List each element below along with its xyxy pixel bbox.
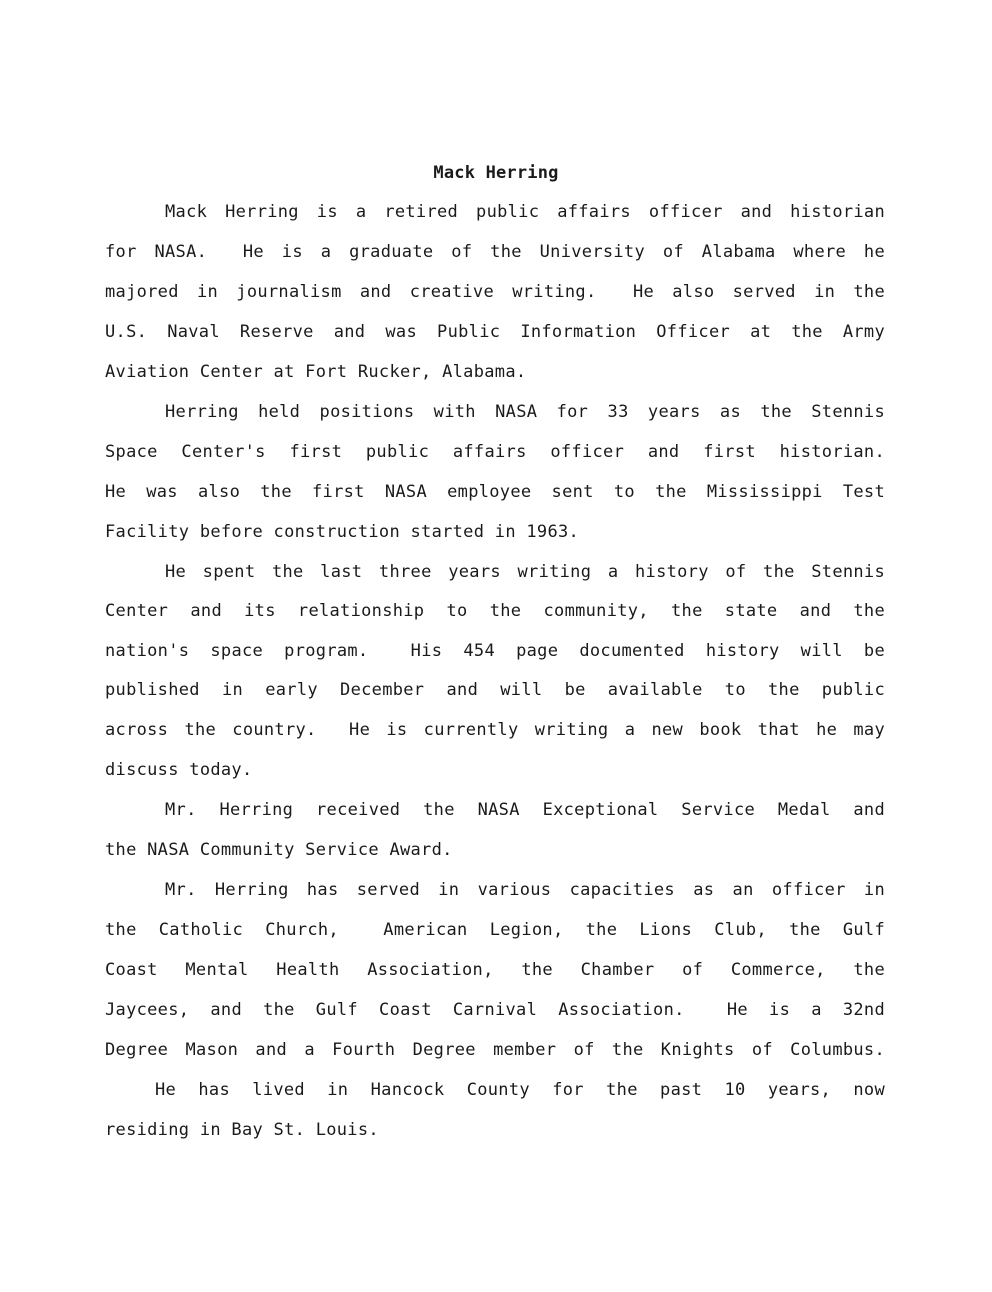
paragraph-2-line-1: Herring held positions with NASA for 33 years as the Stennis: [165, 402, 885, 422]
paragraph-5-line-4: Jaycees, and the Gulf Coast Carnival Association. He is a 32nd: [105, 1000, 885, 1020]
paragraph-3-line-3: nation's space program. His 454 page documented history will be: [105, 641, 885, 661]
paragraph-3-line-5: across the country. He is currently writing a new book that he may: [105, 720, 885, 740]
paragraph-4-line-1: Mr. Herring received the NASA Exceptional Service Medal and: [165, 800, 885, 820]
paragraph-1-line-1: Mack Herring is a retired public affairs officer and historian: [165, 202, 885, 222]
paragraph-5-line-1: Mr. Herring has served in various capacities as an officer in: [165, 880, 885, 900]
document-title: Mack Herring: [433, 163, 559, 183]
paragraph-1-line-4: U.S. Naval Reserve and was Public Information Officer at the Army: [105, 322, 885, 342]
paragraph-5-line-5: Degree Mason and a Fourth Degree member of the Knights of Columbus.: [105, 1040, 885, 1060]
paragraph-1-line-3: majored in journalism and creative writing. He also served in the: [105, 282, 885, 302]
paragraph-1-line-2: for NASA. He is a graduate of the University of Alabama where he: [105, 242, 885, 262]
paragraph-6-line-2: residing in Bay St. Louis.: [105, 1120, 379, 1140]
paragraph-3-line-2: Center and its relationship to the community, the state and the: [105, 601, 885, 621]
paragraph-2-line-2: Space Center's first public affairs officer and first historian.: [105, 442, 885, 462]
paragraph-3-line-6: discuss today.: [105, 760, 253, 780]
paragraph-4-line-2: the NASA Community Service Award.: [105, 840, 453, 860]
paragraph-5-line-2: the Catholic Church, American Legion, the Lions Club, the Gulf: [105, 920, 885, 940]
paragraph-6-line-1: He has lived in Hancock County for the past 10 years, now: [155, 1080, 885, 1100]
paragraph-3-line-1: He spent the last three years writing a history of the Stennis: [165, 562, 885, 582]
paragraph-2-line-3: He was also the first NASA employee sent to the Mississippi Test: [105, 482, 885, 502]
paragraph-1-line-5: Aviation Center at Fort Rucker, Alabama.: [105, 362, 527, 382]
paragraph-3-line-4: published in early December and will be available to the public: [105, 680, 885, 700]
paragraph-5-line-3: Coast Mental Health Association, the Chamber of Commerce, the: [105, 960, 885, 980]
paragraph-2-line-4: Facility before construction started in 1963.: [105, 522, 580, 542]
